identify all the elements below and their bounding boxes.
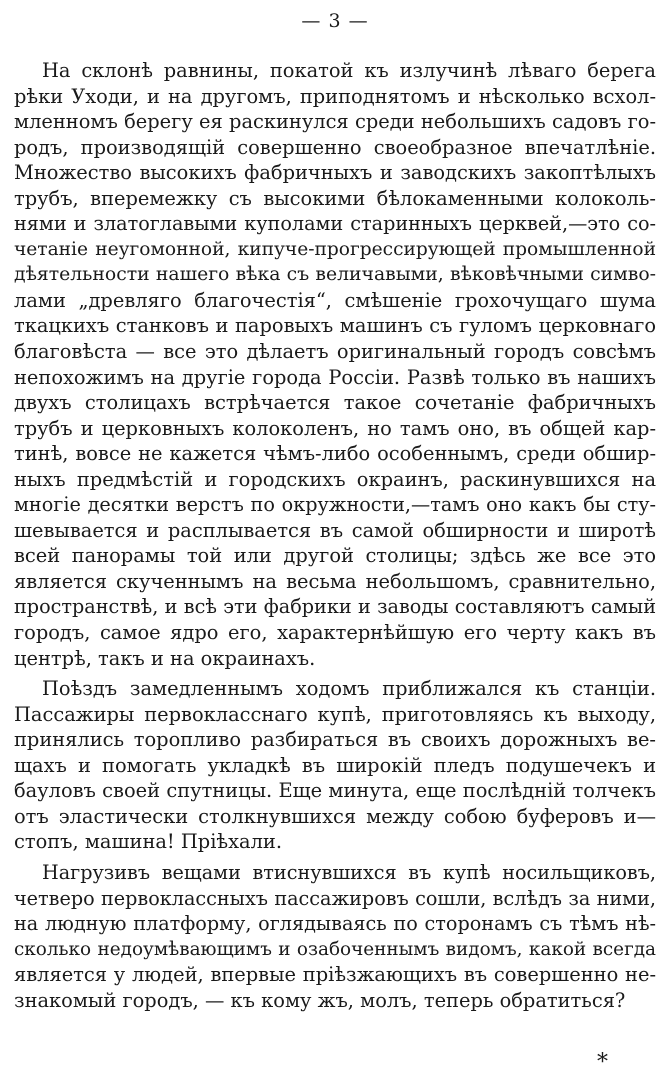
text-line: нями и златоглавыми куполами старинныхъ церквей,—это со- <box>14 212 656 236</box>
text-line: родъ, производящій совершенно своеобразное впечатлѣніе. <box>14 135 656 159</box>
text-line: ныхъ предмѣстій и городскихъ окраинъ, раскинувшихся на <box>14 467 656 491</box>
text-line: сколько недоумѣвающимъ и озабоченнымъ видомъ, какой всегда <box>14 938 656 960</box>
text-line: принялись торопливо разбираться въ своихъ дорожныхъ ве- <box>14 728 656 752</box>
text-line: многіе десятки верстъ по окружности,—тамъ оно какъ бы сту- <box>14 493 656 517</box>
text-line: стопъ, машина! Пріѣхали. <box>14 830 283 854</box>
text-line: четверо первоклассныхъ пассажировъ сошли, вслѣдъ за ними, <box>14 886 656 910</box>
text-line: является скученнымъ на весьма небольшомъ, сравнительно, <box>14 569 656 593</box>
paragraph <box>14 676 656 855</box>
text-line: центрѣ, такъ и на окраинахъ. <box>14 646 316 670</box>
text-body <box>14 58 656 1013</box>
text-line: Поѣздъ замедленнымъ ходомъ приближался къ станціи. <box>42 677 656 701</box>
text-line: Множество высокихъ фабричныхъ и заводскихъ закоптѣлыхъ <box>14 161 656 185</box>
text-line: городъ, самое ядро его, характернѣйшую его черту какъ въ <box>14 621 656 645</box>
text-line: лами „древляго благочестія“, смѣшеніе грохочущаго шума <box>14 288 656 312</box>
book-page <box>14 8 656 1078</box>
text-line: четаніе неугомонной, кипуче-прогрессирующей промышленной <box>14 238 656 260</box>
text-line: На склонѣ равнины, покатой къ излучинѣ лѣваго берега <box>42 59 656 82</box>
text-line: непохожимъ на другіе города Россіи. Развѣ только въ нашихъ <box>14 365 656 389</box>
text-line: тинѣ, вовсе не кажется чѣмъ-либо особеннымъ, среди обшир- <box>14 442 656 466</box>
text-line: благовѣста — все это дѣлаетъ оригинальный городъ совсѣмъ <box>14 340 656 364</box>
text-line: бауловъ своей спутницы. Еще минута, еще послѣдній толчекъ <box>14 779 656 803</box>
text-line: Пассажиры первокласснаго купѣ, приготовляясь къ выходу, <box>14 702 656 726</box>
text-line: щахъ и помогать укладкѣ въ широкій пледъ подушечекъ и <box>14 753 656 777</box>
paragraph <box>14 58 656 671</box>
text-line: мленномъ берегу ея раскинулся среди небольшихъ садовъ го- <box>14 110 656 134</box>
text-line: трубъ и церковныхъ колоколенъ, но тамъ оно, въ общей кар- <box>14 416 656 440</box>
signature-mark: * <box>597 1050 608 1075</box>
text-line: ткацкихъ станковъ и паровыхъ машинъ съ гуломъ церковнаго <box>14 314 656 338</box>
text-line: всей панорамы той или другой столицы; здѣсь же все это <box>14 544 656 568</box>
text-line: на людную платформу, оглядываясь по сторонамъ съ тѣмъ нѣ- <box>14 912 656 936</box>
text-line: трубъ, вперемежку съ высокими бѣлокаменными колоколь- <box>14 186 656 210</box>
text-line: шевывается и расплывается въ самой обширности и широтѣ <box>14 518 656 542</box>
text-line: двухъ столицахъ встрѣчается такое сочетаніе фабричныхъ <box>14 391 656 415</box>
page-number: — 3 — <box>301 10 369 32</box>
text-line: является у людей, впервые пріѣзжающихъ въ совершенно не- <box>14 963 656 987</box>
text-line: отъ эластически столкнувшихся между собою буферовъ и— <box>14 804 656 828</box>
text-line: пространствѣ, и всѣ эти фабрики и заводы составляютъ самый <box>14 595 656 619</box>
text-line: дѣятельности нашего вѣка съ величавыми, вѣковѣчными симво- <box>14 264 656 286</box>
text-line: рѣки Уходи, и на другомъ, приподнятомъ и нѣсколько всхол- <box>14 84 656 108</box>
text-line: Нагрузивъ вещами втиснувшихся въ купѣ носильщиковъ, <box>42 860 656 884</box>
text-line: знакомый городъ, — къ кому жъ, молъ, теперь обратиться? <box>14 988 626 1012</box>
paragraph <box>14 860 656 1013</box>
